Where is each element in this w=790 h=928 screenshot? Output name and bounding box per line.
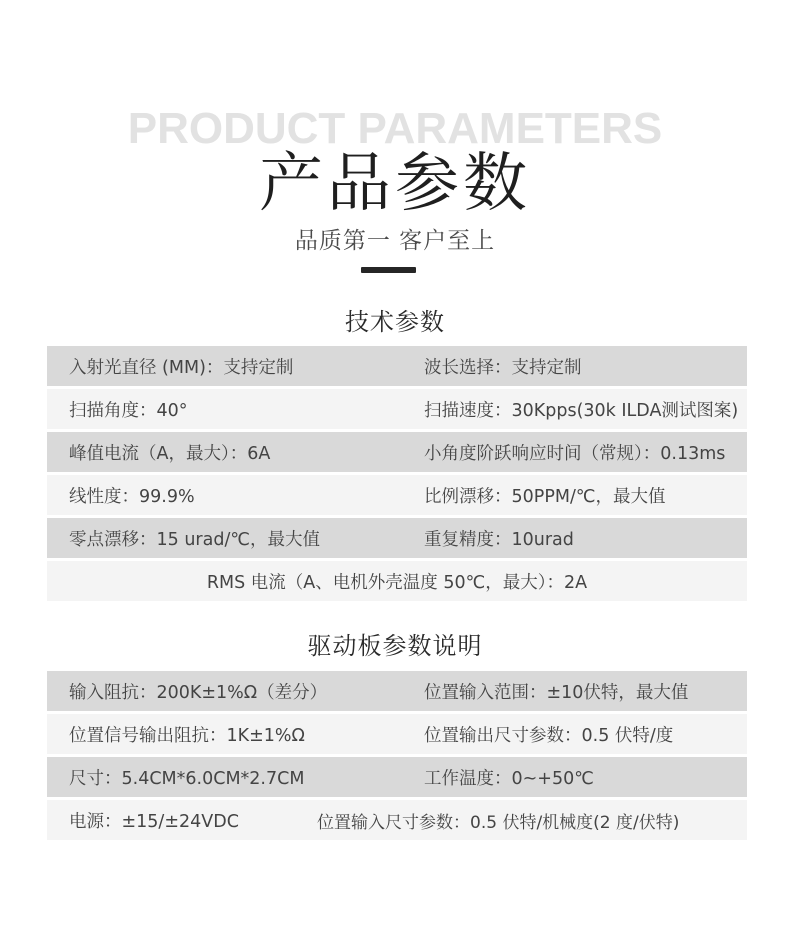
table-row (47, 475, 747, 515)
param-cell: 波长选择：支持定制 (424, 357, 582, 378)
table-row (47, 432, 747, 472)
table-row (47, 346, 747, 386)
table-row (47, 389, 747, 429)
param-cell: 电源：±15/±24VDC (69, 811, 239, 832)
driver-table (47, 671, 747, 843)
table-row (47, 518, 747, 558)
param-cell: 工作温度：0~+50℃ (424, 768, 594, 789)
title-divider (361, 267, 416, 273)
table-row (47, 757, 747, 797)
background-title: PRODUCT PARAMETERS (127, 104, 663, 153)
param-cell: 输入阻抗：200K±1%Ω（差分） (69, 682, 328, 703)
page-title: 产品参数 (259, 147, 531, 221)
param-cell: 重复精度：10urad (424, 529, 574, 550)
param-cell: 比例漂移：50PPM/℃，最大值 (424, 486, 666, 507)
hero-header (0, 0, 790, 254)
table-row (47, 561, 747, 601)
param-cell: 峰值电流（A，最大）：6A (69, 443, 271, 464)
driver-section-title: 驱动板参数说明 (307, 632, 483, 660)
param-cell: 扫描角度：40° (69, 400, 188, 421)
param-cell: 位置输入范围：±10伏特，最大值 (424, 682, 689, 703)
table-row (47, 671, 747, 711)
param-cell: 尺寸：5.4CM*6.0CM*2.7CM (69, 768, 305, 789)
table-row (47, 800, 747, 840)
param-cell: 线性度：99.9% (69, 486, 195, 507)
slogan: 品质第一 客户至上 (294, 228, 496, 254)
table-row (47, 714, 747, 754)
param-cell: 位置输入尺寸参数：0.5 伏特/机械度(2 度/伏特) (317, 812, 680, 833)
param-cell: 零点漂移：15 urad/℃，最大值 (69, 529, 320, 550)
param-cell: 入射光直径 (MM)：支持定制 (69, 357, 294, 378)
param-cell: 小角度阶跃响应时间（常规）：0.13ms (424, 443, 726, 464)
tech-table (47, 346, 747, 604)
param-cell: RMS 电流（A、电机外壳温度 50℃，最大）：2A (206, 572, 588, 593)
tech-section-title: 技术参数 (345, 308, 445, 336)
param-cell: 扫描速度：30Kpps(30k ILDA测试图案) (424, 400, 739, 421)
param-cell: 位置信号输出阻抗：1K±1%Ω (69, 725, 305, 746)
param-cell: 位置输出尺寸参数：0.5 伏特/度 (424, 725, 674, 746)
